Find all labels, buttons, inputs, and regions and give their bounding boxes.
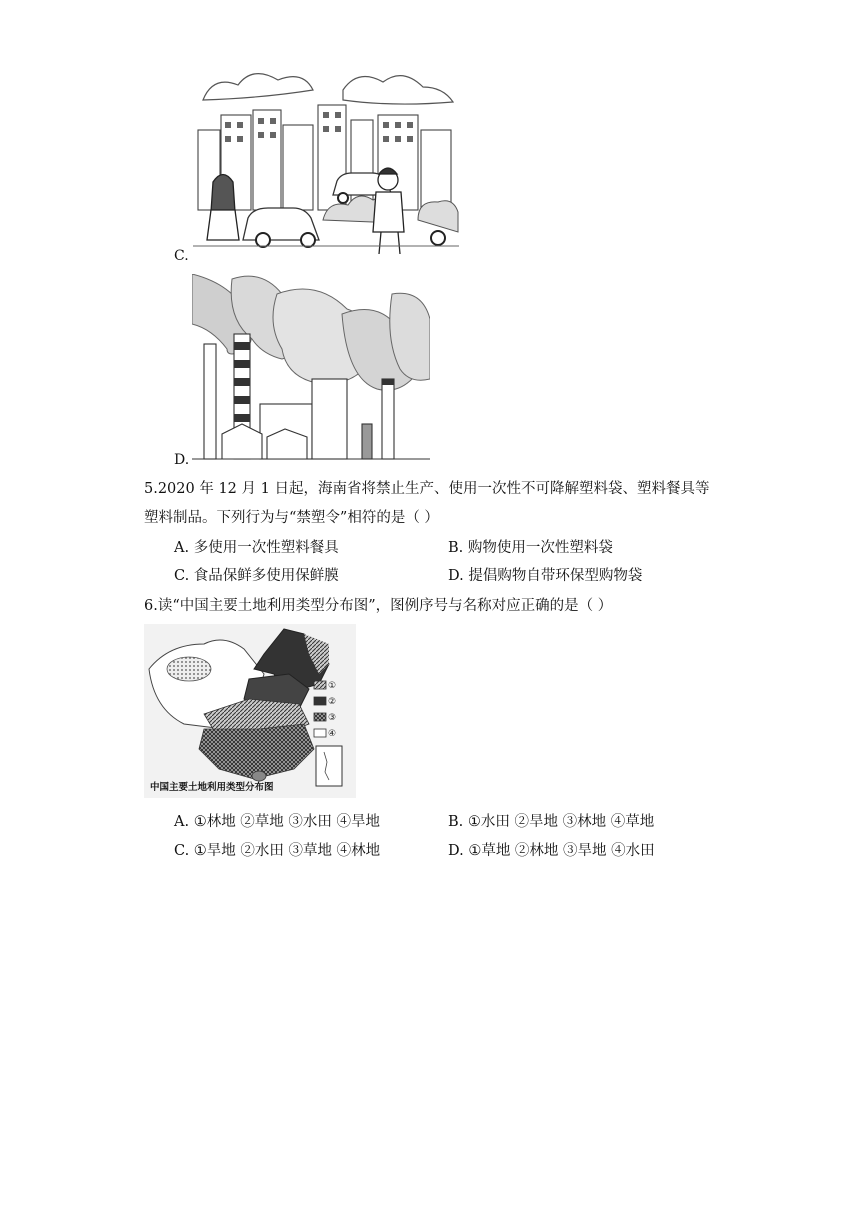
q6-option-b[interactable]: B. ①水田 ②旱地 ③林地 ④草地 <box>448 814 655 830</box>
q5-option-b[interactable]: B. 购物使用一次性塑料袋 <box>448 540 613 556</box>
q6-option-a[interactable]: A. ①林地 ②草地 ③水田 ④旱地 <box>174 814 381 830</box>
map-caption: 中国主要土地利用类型分布图 <box>150 782 274 793</box>
q5-option-c[interactable]: C. 食品保鲜多使用保鲜膜 <box>174 568 339 584</box>
option-c-label: C. <box>174 248 189 264</box>
q5-stem-line1: 5.2020 年 12 月 1 日起，海南省将禁止生产、使用一次性不可降解塑料袋、塑料餐具等 <box>144 481 710 497</box>
legend-item-2: ② <box>328 697 337 707</box>
option-d-image <box>192 274 430 466</box>
q5-stem-line2: 塑料制品。下列行为与“禁塑令”相符的是（ ） <box>144 510 439 526</box>
land-use-map-figure <box>144 624 356 798</box>
option-c-image <box>193 70 459 254</box>
legend-item-3: ③ <box>328 713 337 723</box>
q5-option-a[interactable]: A. 多使用一次性塑料餐具 <box>174 540 339 556</box>
legend-item-4: ④ <box>328 729 337 739</box>
factory-pollution-illustration <box>192 274 430 466</box>
q6-stem: 6.读“中国主要土地利用类型分布图”，图例序号与名称对应正确的是（ ） <box>144 598 613 614</box>
china-land-use-map <box>144 624 356 798</box>
q6-option-d[interactable]: D. ①草地 ②林地 ③旱地 ④水田 <box>448 843 655 859</box>
legend-item-1: ① <box>328 681 337 691</box>
option-d-label: D. <box>174 452 190 468</box>
city-traffic-illustration <box>193 70 459 254</box>
q6-option-c[interactable]: C. ①旱地 ②水田 ③草地 ④林地 <box>174 843 381 859</box>
q5-option-d[interactable]: D. 提倡购物自带环保型购物袋 <box>448 568 643 584</box>
